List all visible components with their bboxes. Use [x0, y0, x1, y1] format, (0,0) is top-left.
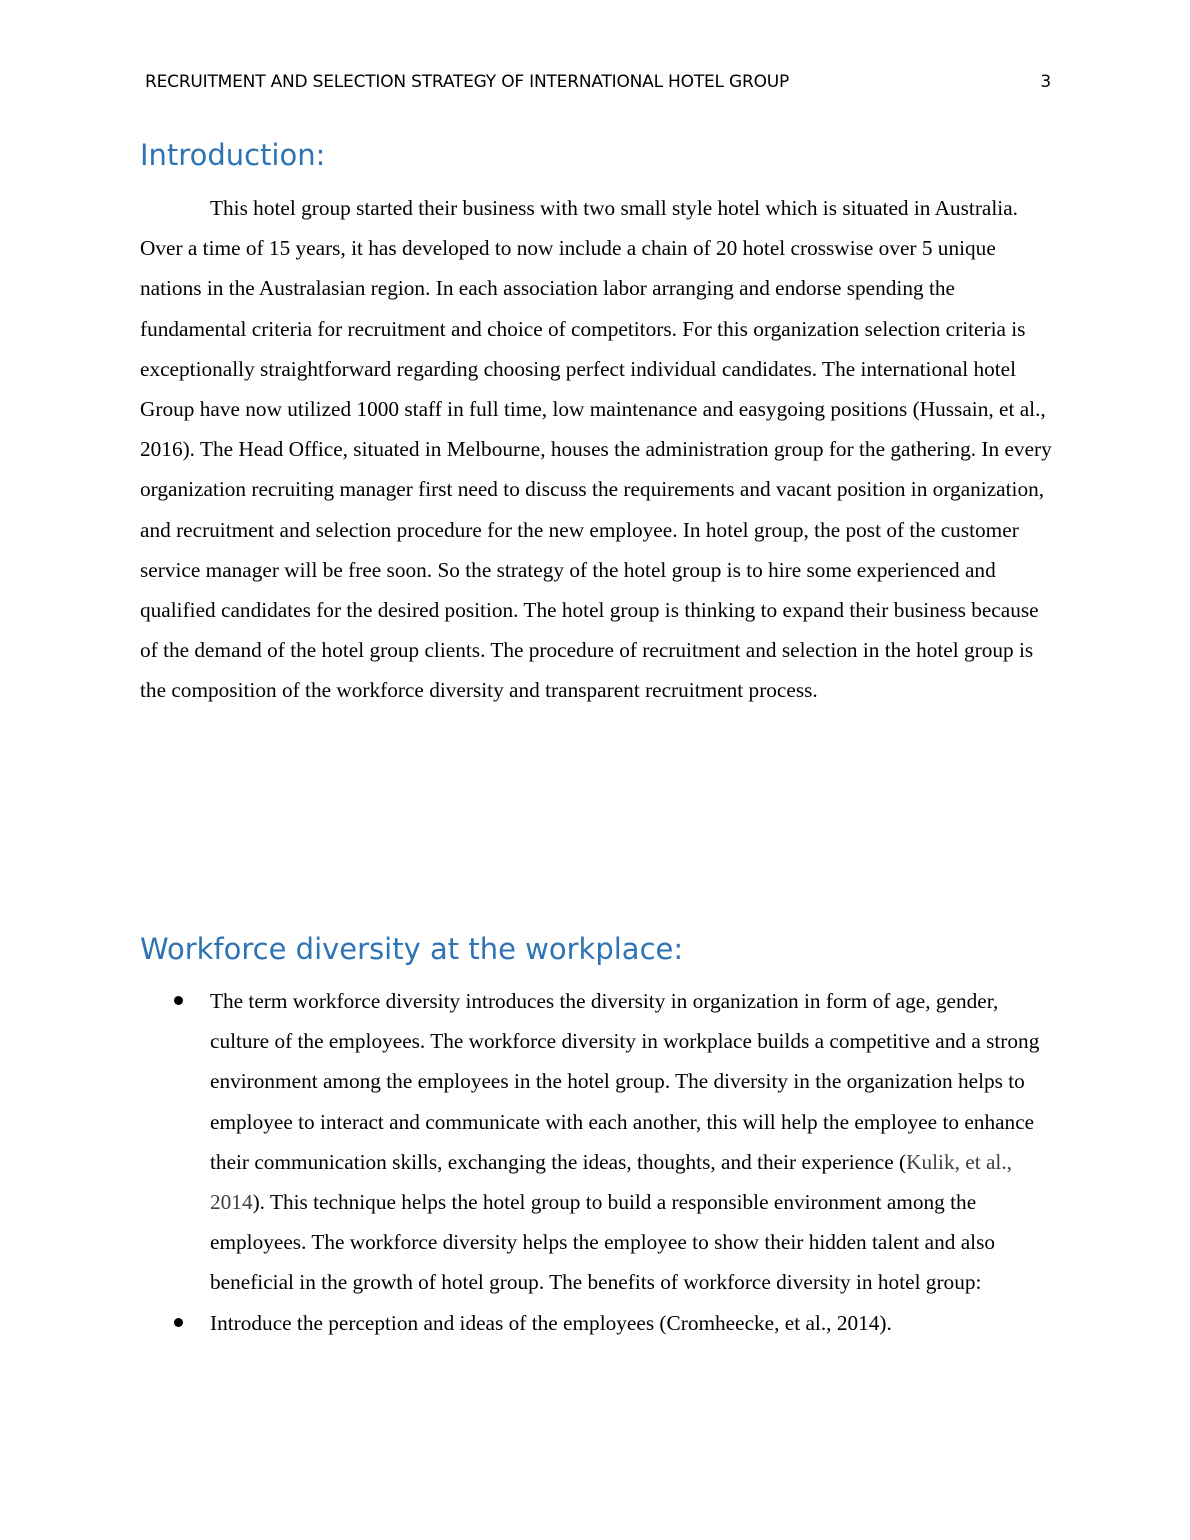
bullet-text: Introduce the perception and ideas of the employees (Cromheecke, et al., 2014). [210, 1310, 892, 1335]
page-number: 3 [1040, 72, 1051, 92]
bullet-text-before-citation: The term workforce diversity introduces the diversity in organization in form of age, gender, culture of the employees. The workforce diversity in workplace builds a competitive and a strong environment among the employees in the hotel group. The diversity in the organization helps to employee to interact and communicate with each another, this will help the employee to enhance their communication skills, exchanging the ideas, thoughts, and their experience ( [210, 989, 1040, 1174]
bullet-item-perception-ideas [140, 1303, 1052, 1343]
running-head: RECRUITMENT AND SELECTION STRATEGY OF INTERNATIONAL HOTEL GROUP [145, 72, 790, 92]
introduction-heading: Introduction: [140, 138, 326, 172]
workforce-diversity-bullet-list [140, 981, 1052, 1343]
bullet-item-workforce-diversity-definition [140, 981, 1052, 1303]
page-header [145, 72, 1051, 96]
workforce-diversity-heading: Workforce diversity at the workplace: [140, 932, 684, 966]
bullet-dot-icon [174, 1318, 183, 1327]
citation-kulik: Kulik, et al., 2014 [210, 1149, 1012, 1215]
bullet-dot-icon [174, 996, 183, 1005]
introduction-paragraph: This hotel group started their business with two small style hotel which is situated in Australia. Over a time of 15 years, it has developed to now include a chain of 20 hotel crosswise over 5 unique nations in the Australasian region. In each association labor arranging and endorse spending the fundamental criteria for recruitment and choice of competitors. For this organization selection criteria is exceptionally straightforward regarding choosing perfect individual candidates. The international hotel Group have now utilized 1000 staff in full time, low maintenance and easygoing positions (Hussain, et al., 2016). The Head Office, situated in Melbourne, houses the administration group for the gathering. In every organization recruiting manager first need to discuss the requirements and vacant position in organization, and recruitment and selection procedure for the new employee. In hotel group, the post of the customer service manager will be free soon. So the strategy of the hotel group is to hire some experienced and qualified candidates for the desired position. The hotel group is thinking to expand their business because of the demand of the hotel group clients. The procedure of recruitment and selection in the hotel group is the composition of the workforce diversity and transparent recruitment process. [140, 196, 1052, 703]
bullet-text-after-citation: ). This technique helps the hotel group to build a responsible environment among the employees. The workforce diversity helps the employee to show their hidden talent and also beneficial in the growth of hotel group. The benefits of workforce diversity in hotel group: [210, 1190, 996, 1295]
